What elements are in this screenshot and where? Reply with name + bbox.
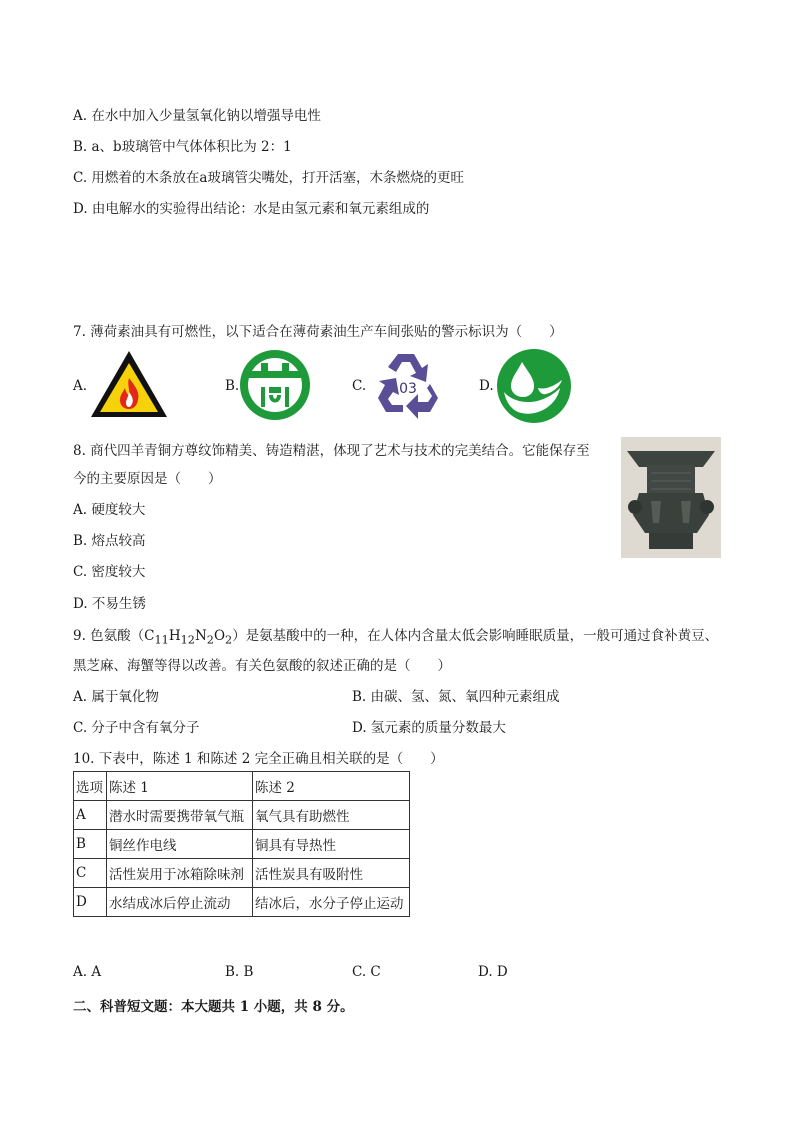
q10-option-a: A. A: [73, 964, 102, 980]
flammable-warning-icon: [88, 348, 170, 420]
q7-stem: 7. 薄荷素油具有可燃性，以下适合在薄荷素油生产车间张贴的警示标识为（ ）: [73, 324, 563, 340]
row-a-statement2: 氧气具有助燃性: [253, 801, 410, 830]
bronze-square-zun-photo: [621, 437, 721, 558]
table-header-row: [74, 772, 410, 801]
row-d-statement2: 结冰后，水分子停止运动: [253, 888, 410, 917]
header-statement1: 陈述 1: [107, 772, 253, 801]
q8-option-b: B. 熔点较高: [73, 533, 146, 549]
table-row: [74, 859, 410, 888]
q10-option-d: D. D: [478, 964, 508, 980]
table-row: [74, 801, 410, 830]
row-c-statement2: 活性炭具有吸附性: [253, 859, 410, 888]
q6-option-a: A. 在水中加入少量氢氧化钠以增强导电性: [73, 108, 321, 124]
water-saving-sign-icon: [239, 349, 311, 421]
header-statement2: 陈述 2: [253, 772, 410, 801]
q10-option-c: C. C: [352, 964, 381, 980]
q6-option-d: D. 由电解水的实验得出结论：水是由氢元素和氧元素组成的: [73, 201, 430, 217]
row-b-statement1: 铜丝作电线: [107, 830, 253, 859]
water-drop-sign-icon: [494, 348, 574, 424]
q7-label-a: A.: [73, 378, 88, 394]
row-c-statement1: 活性炭用于冰箱除味剂: [107, 859, 253, 888]
row-d-option: D: [74, 888, 107, 917]
q8-option-a: A. 硬度较大: [73, 502, 146, 518]
q6-option-c: C. 用燃着的木条放在a玻璃管尖嘴处，打开活塞，木条燃烧的更旺: [73, 170, 464, 186]
recycle-icon: [368, 348, 448, 424]
section-2-heading: 二、科普短文题：本大题共 1 小题，共 8 分。: [73, 999, 354, 1015]
q10-options-row: [73, 964, 633, 984]
q10-stem: 10. 下表中，陈述 1 和陈述 2 完全正确且相关联的是（ ）: [73, 751, 444, 767]
q6-option-b: B. a、b玻璃管中气体体积比为 2：1: [73, 139, 292, 155]
q10-option-b: B. B: [225, 964, 254, 980]
q7-label-b: B.: [225, 378, 240, 394]
q8-option-c: C. 密度较大: [73, 564, 146, 580]
header-option: 选项: [74, 772, 107, 801]
row-a-statement1: 潜水时需要携带氧气瓶: [107, 801, 253, 830]
row-c-option: C: [74, 859, 107, 888]
recycle-number: 03: [399, 381, 417, 397]
q8-stem-line1: 8. 商代四羊青铜方尊纹饰精美、铸造精湛，体现了艺术与技术的完美结合。它能保存至: [73, 443, 590, 459]
q8-option-d: D. 不易生锈: [73, 596, 146, 612]
table-row: [74, 888, 410, 917]
row-b-option: B: [74, 830, 107, 859]
row-a-option: A: [74, 801, 107, 830]
q9-option-d: D. 氢元素的质量分数最大: [352, 720, 506, 736]
q10-table: [73, 771, 410, 917]
q9-options-row2: [73, 716, 633, 736]
row-b-statement2: 铜具有导热性: [253, 830, 410, 859]
q9-option-a: A. 属于氧化物: [73, 689, 159, 705]
row-d-statement1: 水结成冰后停止流动: [107, 888, 253, 917]
q8-stem-line2: 今的主要原因是（ ）: [73, 471, 222, 487]
q9-option-b: B. 由碳、氢、氮、氧四种元素组成: [352, 689, 560, 705]
table-row: [74, 830, 410, 859]
q9-options-row1: [73, 685, 633, 705]
q9-stem-line2: 黑芝麻、海蟹等得以改善。有关色氨酸的叙述正确的是（ ）: [73, 658, 451, 674]
q7-label-c: C.: [352, 378, 367, 394]
q7-label-d: D.: [479, 378, 494, 394]
q9-option-c: C. 分子中含有氧分子: [73, 720, 200, 736]
q9-stem-line1: 9. 色氨酸$(C_{11}H_{12}N_2O_2)$是氨基酸中的一种，在人体内含量太低会影响睡眠质量，一般可通过食补黄豆、: [73, 628, 719, 647]
